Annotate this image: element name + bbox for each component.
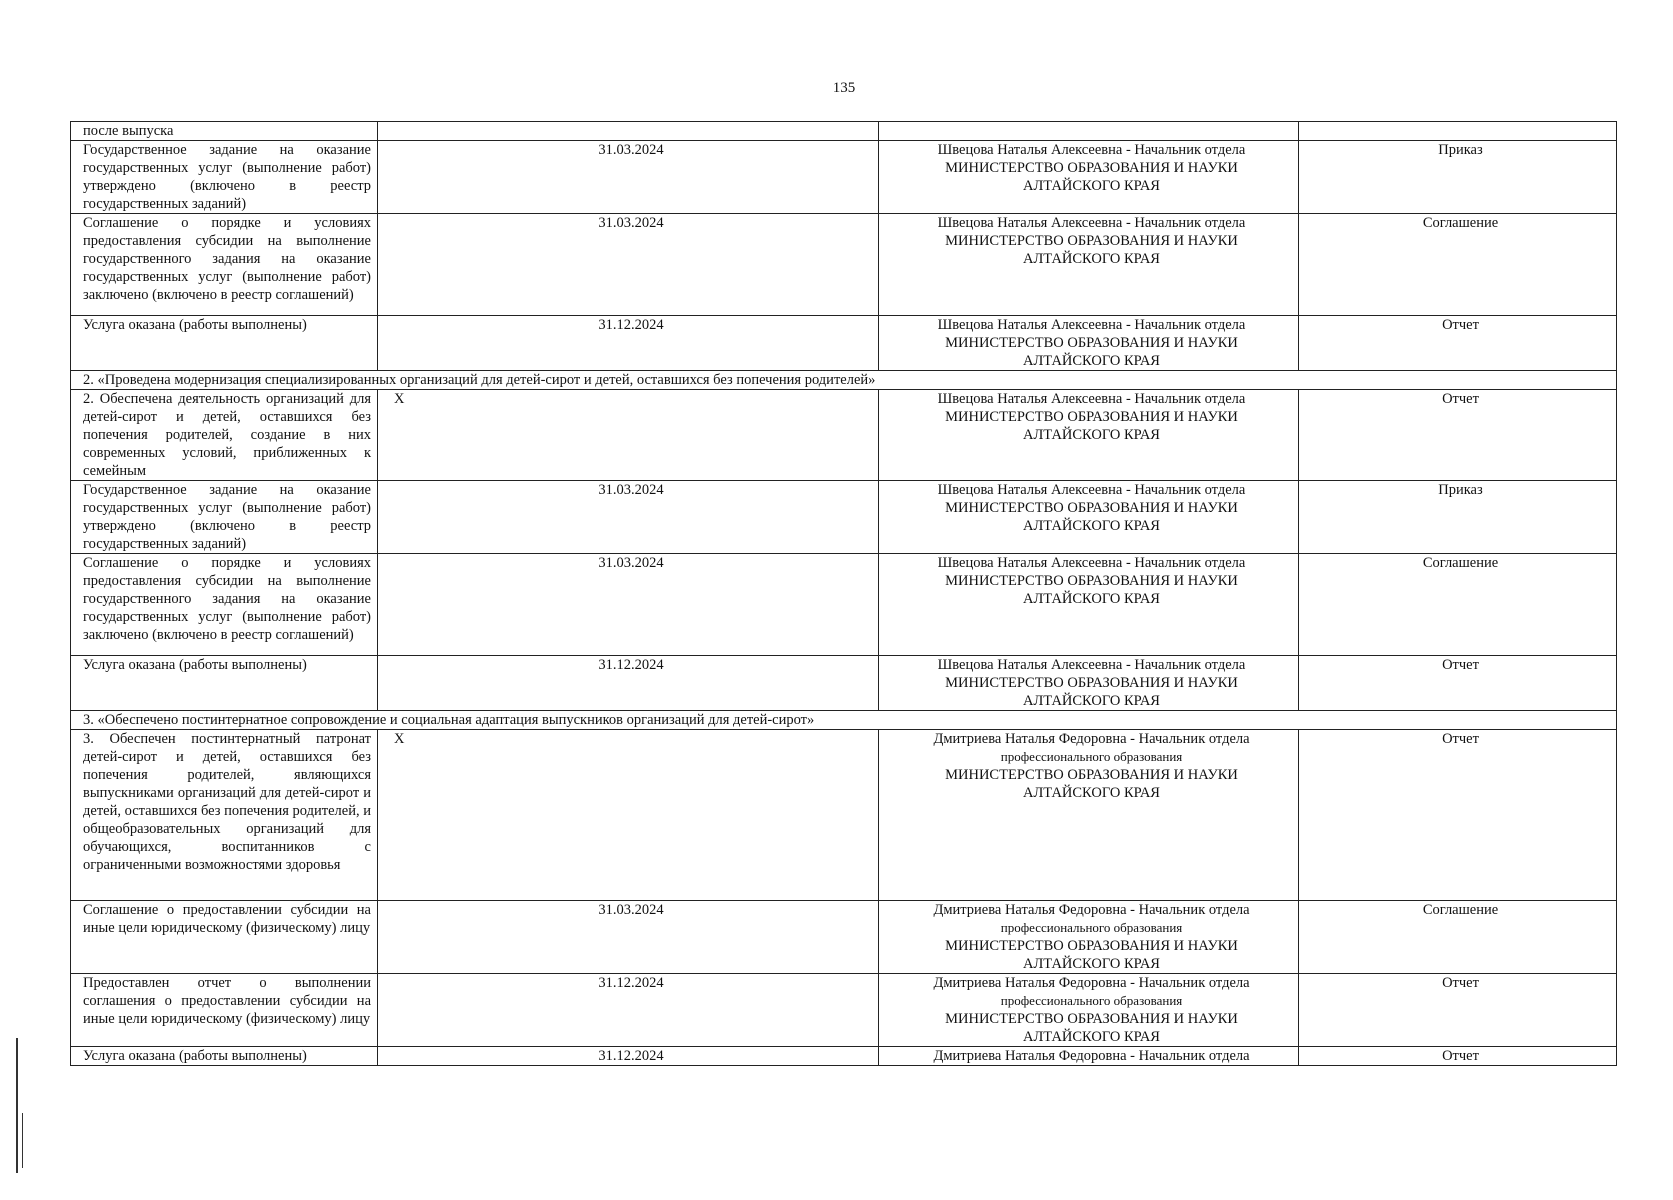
responsible-person: Швецова Наталья Алексеевна - Начальник отдела <box>937 482 1246 498</box>
responsible-region: АЛТАЙСКОГО КРАЯ <box>1023 518 1160 534</box>
date-cell <box>378 554 879 656</box>
document-cell: Соглашение <box>1299 214 1617 316</box>
event-cell: Соглашение о порядке и условиях предоставления субсидии на выполнение государственного задания на оказание государственных услуг (выполнение работ) заключено (включено в реестр соглашений) <box>71 214 378 316</box>
date-cell <box>378 1047 879 1066</box>
responsible-cell <box>879 901 1299 974</box>
date-cell <box>378 974 879 1047</box>
responsible-person: Швецова Наталья Алексеевна - Начальник отдела <box>937 657 1246 673</box>
responsible-region: АЛТАЙСКОГО КРАЯ <box>1023 353 1160 369</box>
document-cell: Отчет <box>1299 1047 1617 1066</box>
event-cell: Услуга оказана (работы выполнены) <box>71 316 378 371</box>
responsible-region: АЛТАЙСКОГО КРАЯ <box>1023 591 1160 607</box>
responsible-cell <box>879 481 1299 554</box>
responsible-organization: МИНИСТЕРСТВО ОБРАЗОВАНИЯ И НАУКИ <box>945 573 1238 589</box>
plan-table-body <box>71 122 1617 1066</box>
date-value: 31.03.2024 <box>598 482 664 498</box>
table-row <box>71 316 1617 371</box>
date-value: 31.12.2024 <box>598 657 664 673</box>
responsible-region: АЛТАЙСКОГО КРАЯ <box>1023 251 1160 267</box>
responsible-region: АЛТАЙСКОГО КРАЯ <box>1023 1029 1160 1045</box>
date-cell <box>378 481 879 554</box>
responsible-organization: МИНИСТЕРСТВО ОБРАЗОВАНИЯ И НАУКИ <box>945 767 1238 783</box>
date-value: 31.12.2024 <box>598 1048 664 1064</box>
document-cell: Отчет <box>1299 974 1617 1047</box>
responsible-person: Швецова Наталья Алексеевна - Начальник отдела <box>937 142 1246 158</box>
responsible-region: АЛТАЙСКОГО КРАЯ <box>1023 427 1160 443</box>
responsible-cell <box>879 1047 1299 1066</box>
table-row <box>71 730 1617 901</box>
responsible-organization: МИНИСТЕРСТВО ОБРАЗОВАНИЯ И НАУКИ <box>945 409 1238 425</box>
responsible-cell <box>879 316 1299 371</box>
responsible-department: профессионального образования <box>1000 920 1183 935</box>
responsible-person: Дмитриева Наталья Федоровна - Начальник отдела <box>933 1048 1250 1064</box>
table-row <box>71 974 1617 1047</box>
responsible-person: Швецова Наталья Алексеевна - Начальник отдела <box>937 317 1246 333</box>
document-cell: Отчет <box>1299 656 1617 711</box>
document-cell: Приказ <box>1299 141 1617 214</box>
responsible-region: АЛТАЙСКОГО КРАЯ <box>1023 693 1160 709</box>
plan-table <box>70 121 1617 1066</box>
date-cell <box>378 316 879 371</box>
date-cell <box>378 390 879 481</box>
responsible-organization: МИНИСТЕРСТВО ОБРАЗОВАНИЯ И НАУКИ <box>945 675 1238 691</box>
date-value: X <box>394 391 405 407</box>
table-row <box>71 214 1617 316</box>
responsible-organization: МИНИСТЕРСТВО ОБРАЗОВАНИЯ И НАУКИ <box>945 233 1238 249</box>
table-row <box>71 481 1617 554</box>
responsible-person: Дмитриева Наталья Федоровна - Начальник отдела <box>933 731 1250 747</box>
responsible-cell <box>879 141 1299 214</box>
responsible-person: Швецова Наталья Алексеевна - Начальник отдела <box>937 215 1246 231</box>
scan-margin-line <box>16 1038 18 1173</box>
table-row <box>71 141 1617 214</box>
document-cell: Отчет <box>1299 316 1617 371</box>
document-cell <box>1299 122 1617 141</box>
event-cell: Предоставлен отчет о выполнении соглашения о предоставлении субсидии на иные цели юридическому (физическому) лицу <box>71 974 378 1047</box>
continuation-row <box>71 122 1617 141</box>
event-cell: Государственное задание на оказание государственных услуг (выполнение работ) утверждено (включено в реестр государственных заданий) <box>71 481 378 554</box>
table-row <box>71 656 1617 711</box>
responsible-department: профессионального образования <box>1000 749 1183 764</box>
document-cell: Отчет <box>1299 730 1617 901</box>
responsible-organization: МИНИСТЕРСТВО ОБРАЗОВАНИЯ И НАУКИ <box>945 1011 1238 1027</box>
date-value: 31.12.2024 <box>598 317 664 333</box>
event-cell: 3. Обеспечен постинтернатный патронат детей-сирот и детей, оставшихся без попечения родителей, являющихся выпускниками организаций для детей-сирот и детей, оставшихся без попечения родителей, и общеобразовательных организаций для обучающихся, воспитанников с ограниченными возможностями здоровья <box>71 730 378 901</box>
responsible-organization: МИНИСТЕРСТВО ОБРАЗОВАНИЯ И НАУКИ <box>945 160 1238 176</box>
event-cell: Услуга оказана (работы выполнены) <box>71 1047 378 1066</box>
date-value: 31.12.2024 <box>598 975 664 991</box>
date-cell <box>378 141 879 214</box>
date-value: 31.03.2024 <box>598 555 664 571</box>
section-header-row <box>71 371 1617 390</box>
section-title: 3. «Обеспечено постинтернатное сопровождение и социальная адаптация выпускников организаций для детей-сирот» <box>71 711 1617 730</box>
responsible-region: АЛТАЙСКОГО КРАЯ <box>1023 178 1160 194</box>
date-value: 31.03.2024 <box>598 902 664 918</box>
responsible-cell <box>879 656 1299 711</box>
page-number: 135 <box>832 80 856 96</box>
responsible-person: Дмитриева Наталья Федоровна - Начальник отдела <box>933 902 1250 918</box>
table-row <box>71 390 1617 481</box>
date-cell <box>378 214 879 316</box>
document-cell: Соглашение <box>1299 554 1617 656</box>
responsible-organization: МИНИСТЕРСТВО ОБРАЗОВАНИЯ И НАУКИ <box>945 500 1238 516</box>
date-cell <box>378 656 879 711</box>
responsible-region: АЛТАЙСКОГО КРАЯ <box>1023 785 1160 801</box>
table-row <box>71 901 1617 974</box>
date-value: 31.03.2024 <box>598 142 664 158</box>
responsible-person: Швецова Наталья Алексеевна - Начальник отдела <box>937 391 1246 407</box>
scan-margin-line-secondary <box>22 1113 23 1168</box>
event-cell: Соглашение о предоставлении субсидии на иные цели юридическому (физическому) лицу <box>71 901 378 974</box>
responsible-organization: МИНИСТЕРСТВО ОБРАЗОВАНИЯ И НАУКИ <box>945 335 1238 351</box>
document-cell: Отчет <box>1299 390 1617 481</box>
responsible-person: Дмитриева Наталья Федоровна - Начальник отдела <box>933 975 1250 991</box>
responsible-cell <box>879 390 1299 481</box>
responsible-cell <box>879 974 1299 1047</box>
responsible-organization: МИНИСТЕРСТВО ОБРАЗОВАНИЯ И НАУКИ <box>945 938 1238 954</box>
section-title: 2. «Проведена модернизация специализированных организаций для детей-сирот и детей, оставшихся без попечения родителей» <box>71 371 1617 390</box>
responsible-cell <box>879 122 1299 141</box>
event-cell: 2. Обеспечена деятельность организаций для детей-сирот и детей, оставшихся без попечения родителей, создание в них современных условий, приближенных к семейным <box>71 390 378 481</box>
table-row <box>71 1047 1617 1066</box>
date-cell <box>378 730 879 901</box>
date-value: X <box>394 731 405 747</box>
date-cell <box>378 901 879 974</box>
date-cell <box>378 122 879 141</box>
responsible-person: Швецова Наталья Алексеевна - Начальник отдела <box>937 555 1246 571</box>
event-cell: после выпуска <box>71 122 378 141</box>
event-cell: Услуга оказана (работы выполнены) <box>71 656 378 711</box>
responsible-department: профессионального образования <box>1000 993 1183 1008</box>
date-value: 31.03.2024 <box>598 215 664 231</box>
responsible-region: АЛТАЙСКОГО КРАЯ <box>1023 956 1160 972</box>
section-header-row <box>71 711 1617 730</box>
responsible-cell <box>879 214 1299 316</box>
responsible-cell <box>879 554 1299 656</box>
event-cell: Соглашение о порядке и условиях предоставления субсидии на выполнение государственного задания на оказание государственных услуг (выполнение работ) заключено (включено в реестр соглашений) <box>71 554 378 656</box>
responsible-cell <box>879 730 1299 901</box>
document-cell: Соглашение <box>1299 901 1617 974</box>
document-cell: Приказ <box>1299 481 1617 554</box>
event-cell: Государственное задание на оказание государственных услуг (выполнение работ) утверждено (включено в реестр государственных заданий) <box>71 141 378 214</box>
table-row <box>71 554 1617 656</box>
